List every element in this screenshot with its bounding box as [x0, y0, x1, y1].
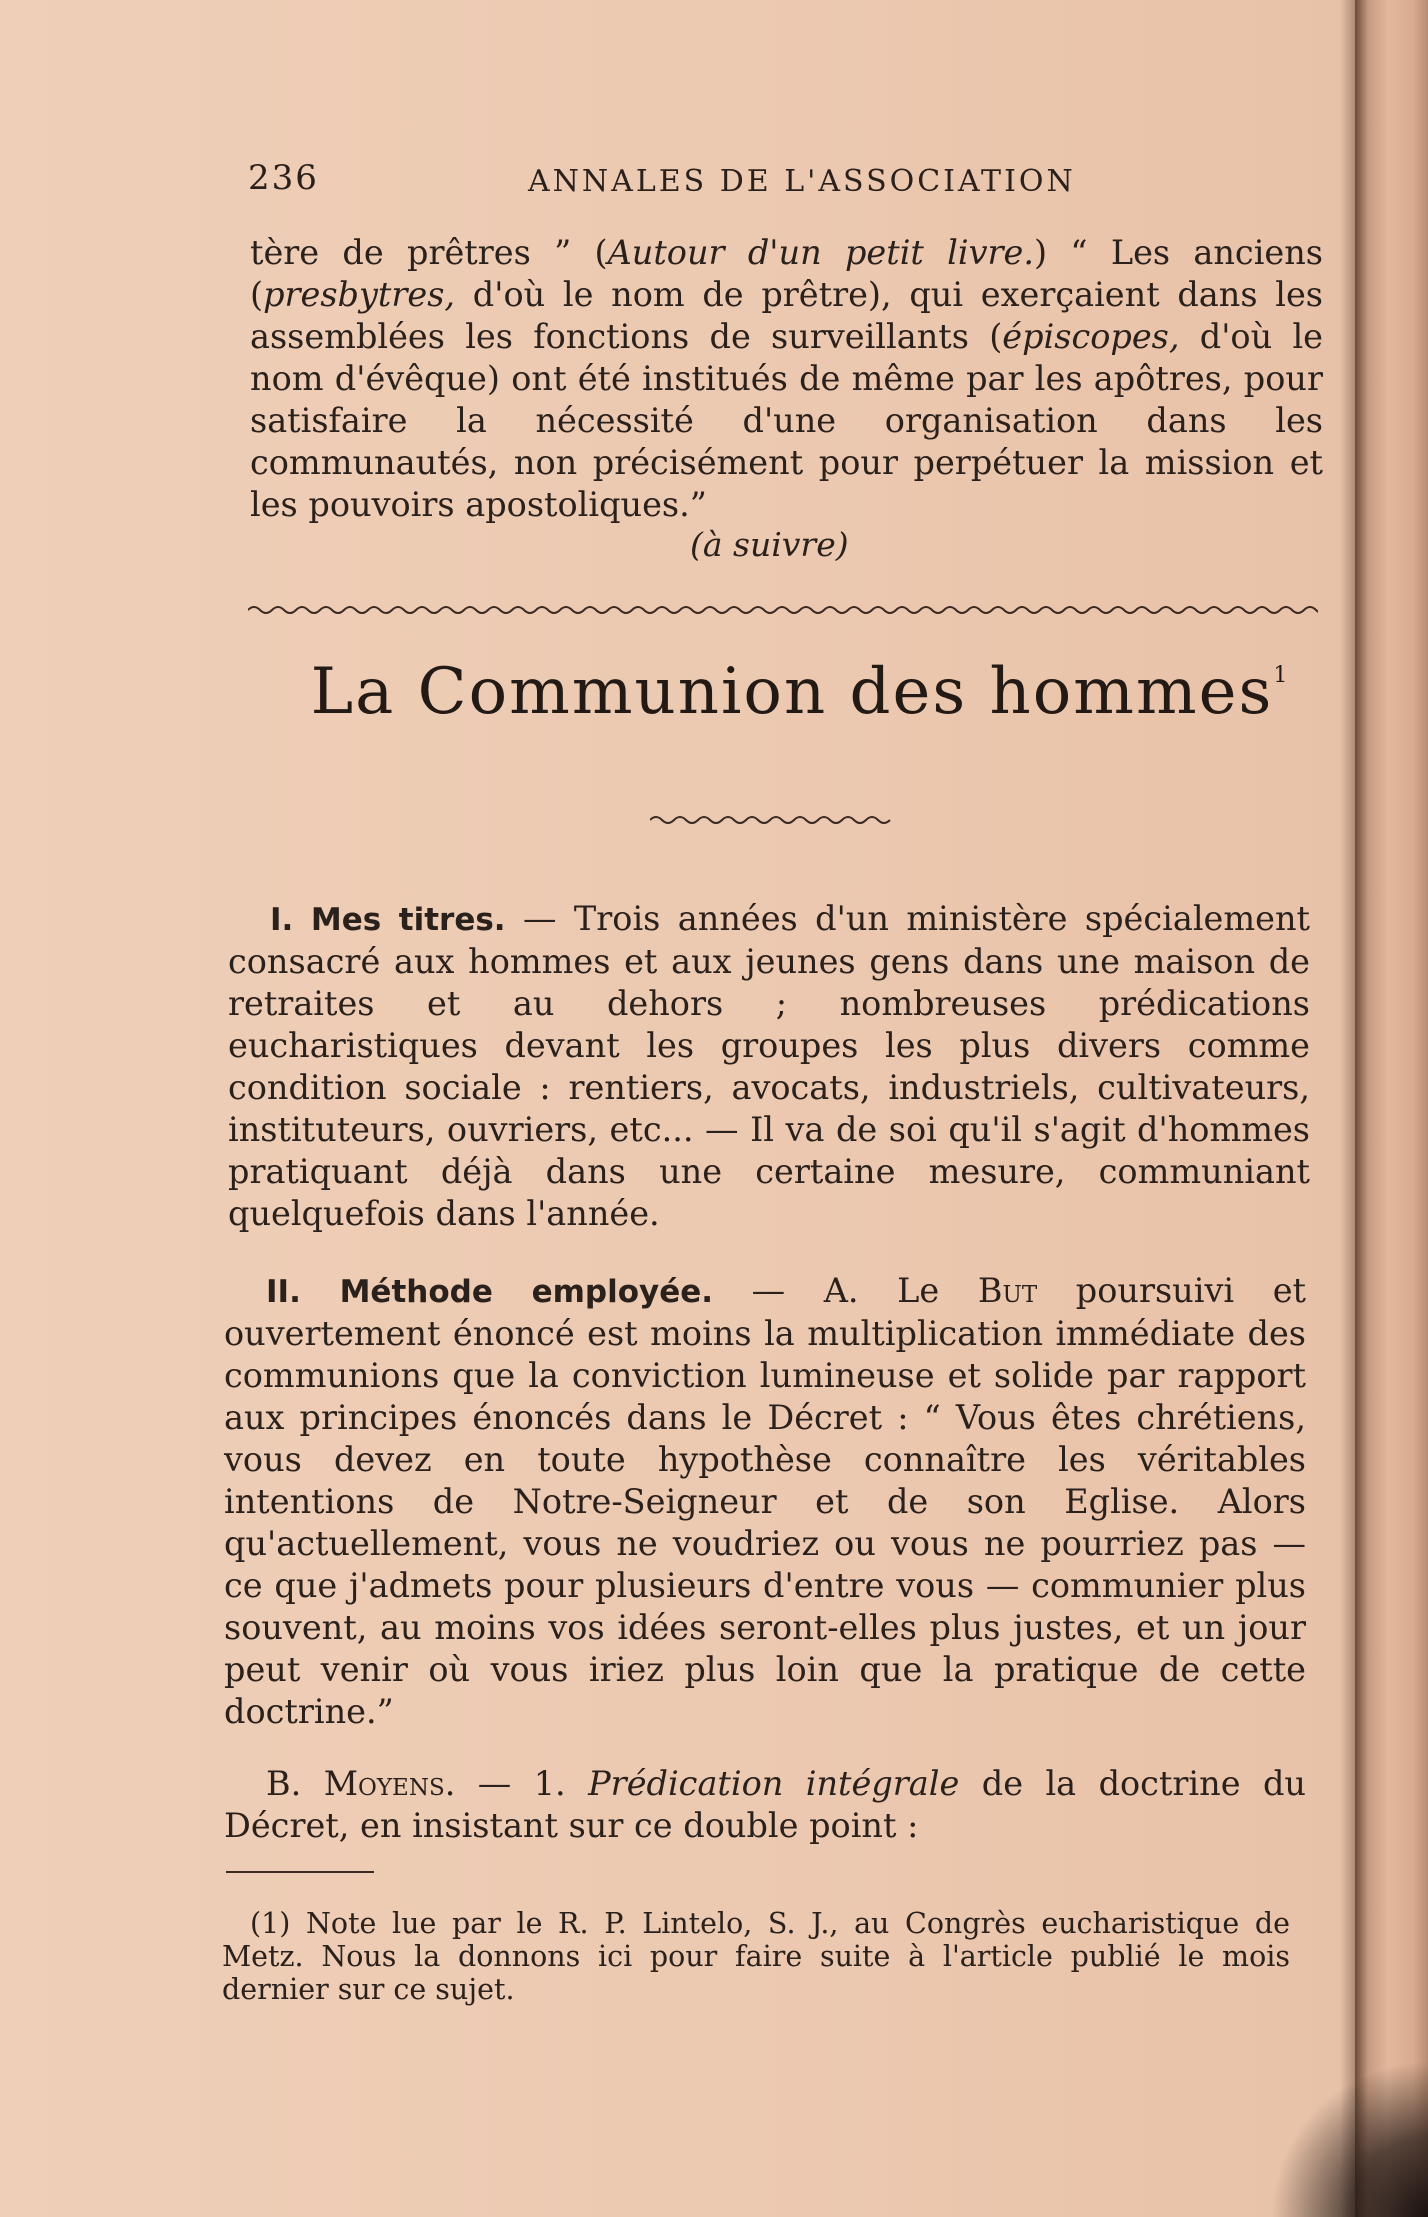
to-be-continued: (à suivre) [690, 525, 849, 564]
section-heading: I. Mes titres. [270, 902, 506, 938]
book-spine-edge [1355, 0, 1428, 2217]
corner-shadow [1270, 2060, 1428, 2217]
italic-term: presbytres, [263, 275, 456, 314]
section-methode [224, 1270, 1306, 1733]
short-wavy-divider [650, 813, 900, 827]
running-title: ANNALES DE L'ASSOCIATION [528, 164, 1076, 199]
cited-title: Autour d'un petit livre. [607, 233, 1035, 272]
text-run: d'où le nom de prêtre), qui exerçaient dans les assemblées les fonctions de surveillants ( [250, 275, 1323, 356]
italic-term: Prédication intégrale [588, 1764, 960, 1803]
page-number: 236 [248, 158, 319, 198]
text-run: ) “ Les anciens ( [250, 233, 1324, 314]
title-text: La Communion des hommes [310, 655, 1274, 729]
text-run: d'où le nom d'évêque) ont été institués de même par les apôtres, pour satisfaire la nécessité d'une organisation dans les communautés, non précisément pour perpétuer la mission et les pouvoirs apostoliques.” [250, 317, 1323, 524]
footnote: (1) Note lue par le R. P. Lintelo, S. J., au Congrès eucharistique de Metz. Nous la donnons ici pour faire suite à l'article publié le mois dernier sur ce sujet. [222, 1907, 1290, 2006]
text-run: B. [266, 1764, 324, 1803]
section-mes-titres [228, 898, 1310, 1235]
section-heading: II. Méthode employée. [266, 1274, 714, 1310]
text-run: — A. Le [713, 1271, 978, 1310]
text-run: poursuivi et ouvertement énoncé est moins la multiplication immédiate des communions que la conviction lumineuse et solide par rapport aux principes énoncés dans le Décret : “ Vous êtes chrétiens, vous devez en toute hypothèse connaître les véritables intentions de Notre-Seigneur et de son Eglise. Alors qu'actuellement, vous ne voudriez ou vous ne pourriez pas — ce que j'admets pour plusieurs d'entre vous — communier plus souvent, au moins vos idées seront-elles plus justes, et un jour peut venir où vous iriez plus loin que la pratique de cette doctrine.” [224, 1271, 1306, 1731]
running-header [248, 158, 1323, 206]
text-run: de la doctrine du Décret, en insistant sur ce double point : [224, 1764, 1306, 1845]
italic-term: épiscopes, [1002, 317, 1180, 356]
wavy-divider [248, 602, 1318, 618]
footnote-rule [226, 1871, 374, 1873]
small-caps-term: But [977, 1271, 1038, 1310]
text-run: tère de prêtres ” ( [250, 233, 608, 272]
continuation-paragraph [250, 232, 1323, 526]
section-body: — Trois années d'un ministère spécialement consacré aux hommes et aux jeunes gens dans une maison de retraites et au dehors ; nombreuses prédications eucharistiques devant les groupes les plus divers comme condition sociale : rentiers, avocats, industriels, cultivateurs, instituteurs, ouvriers, etc... — Il va de soi qu'il s'agit d'hommes pratiquant déjà dans une certaine mesure, communiant quelquefois dans l'année. [228, 899, 1310, 1233]
section-moyens [224, 1763, 1306, 1847]
footnote-mark: 1 [1273, 663, 1290, 688]
text-run: — 1. [455, 1764, 589, 1803]
article-title [300, 655, 1300, 729]
small-caps-term: Moyens. [323, 1764, 456, 1803]
